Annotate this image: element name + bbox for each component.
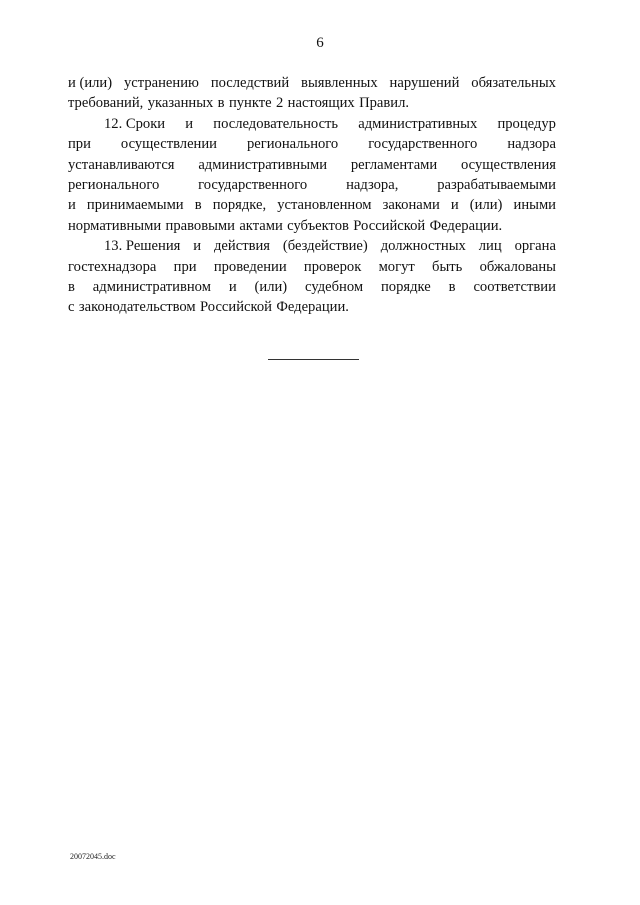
- text-line: [68, 277, 556, 297]
- word: 12. Сроки: [104, 115, 166, 132]
- text-line: [68, 257, 556, 277]
- word: Российской: [353, 217, 426, 234]
- word: иными: [513, 197, 556, 214]
- word: установленном: [277, 197, 372, 214]
- word: указанных: [147, 95, 214, 112]
- end-divider: [268, 359, 359, 360]
- word: и: [228, 279, 237, 296]
- word: лиц: [478, 238, 502, 255]
- word: требований,: [68, 95, 144, 112]
- word: Федерации.: [276, 299, 349, 316]
- word: (или): [254, 279, 288, 296]
- word: субъектов: [287, 217, 349, 234]
- word: быть: [432, 258, 463, 275]
- word: 2: [276, 95, 284, 112]
- word: (или): [469, 197, 503, 214]
- text-line: [68, 236, 556, 256]
- word: судебном: [305, 279, 364, 296]
- text-line: [68, 155, 556, 175]
- word: органа: [514, 238, 556, 255]
- page-number: 6: [316, 35, 324, 51]
- word: соответствии: [473, 279, 556, 296]
- word: государственного: [368, 136, 478, 153]
- word: при: [173, 258, 197, 275]
- text-line: [68, 93, 556, 113]
- text-line: [68, 114, 556, 134]
- word: законами: [382, 197, 440, 214]
- word: и: [450, 197, 459, 214]
- word: Правил.: [359, 95, 410, 112]
- text-line: [68, 134, 556, 154]
- word: государственного: [198, 177, 308, 194]
- word: гостехнадзора: [68, 258, 157, 275]
- word: регионального: [68, 177, 160, 194]
- word: административных: [358, 115, 478, 132]
- word: административном: [92, 279, 211, 296]
- word: в: [194, 197, 202, 214]
- paragraph: [68, 236, 556, 318]
- word: должностных: [380, 238, 466, 255]
- word: и: [68, 197, 76, 214]
- word: с: [68, 299, 75, 316]
- word: (бездействие): [282, 238, 368, 255]
- word: последовательность: [213, 115, 339, 132]
- word: при: [68, 136, 91, 153]
- document-body: [68, 73, 556, 318]
- text-line: [68, 73, 556, 93]
- word: действия: [214, 238, 270, 255]
- word: нарушений: [389, 75, 460, 91]
- word: проверок: [303, 258, 362, 275]
- word: в: [68, 279, 75, 296]
- word: Федерации.: [429, 217, 503, 234]
- word: нормативными: [68, 217, 162, 234]
- word: выявленных: [301, 75, 378, 91]
- word: 13. Решения: [104, 238, 181, 255]
- word: могут: [378, 258, 415, 275]
- word: в: [448, 279, 456, 296]
- text-line: [68, 175, 556, 195]
- word: регионального: [246, 136, 339, 153]
- word: законодательством: [78, 299, 196, 316]
- word: и: [193, 238, 202, 255]
- word: осуществления: [461, 156, 556, 173]
- word: разрабатываемыми: [437, 177, 556, 194]
- text-line: [68, 216, 556, 236]
- word: пункте: [228, 95, 272, 112]
- word: последствий: [210, 75, 290, 91]
- word: устанавливаются: [68, 156, 175, 173]
- text-line: [68, 297, 556, 317]
- word: принимаемыми: [86, 197, 184, 214]
- word: надзора: [507, 136, 556, 153]
- word: правовыми: [165, 217, 235, 234]
- word: и: [185, 115, 194, 132]
- paragraph: [68, 114, 556, 236]
- word: процедур: [497, 115, 556, 132]
- document-id: 20072045.doc: [70, 852, 116, 861]
- word: регламентами: [350, 156, 438, 173]
- paragraph: [68, 73, 556, 114]
- word: обязательных: [471, 75, 556, 91]
- word: обжалованы: [479, 258, 556, 275]
- word: административными: [198, 156, 328, 173]
- word: Российской: [200, 299, 272, 316]
- word: порядке,: [212, 197, 267, 214]
- word: осуществлении: [120, 136, 217, 153]
- word: актами: [239, 217, 283, 234]
- text-line: [68, 195, 556, 215]
- word: в: [217, 95, 225, 112]
- word: настоящих: [287, 95, 355, 112]
- word: проведении: [213, 258, 287, 275]
- word: надзора,: [346, 177, 399, 194]
- word: устранению: [124, 75, 199, 91]
- word: и (или): [68, 75, 113, 91]
- word: порядке: [381, 279, 431, 296]
